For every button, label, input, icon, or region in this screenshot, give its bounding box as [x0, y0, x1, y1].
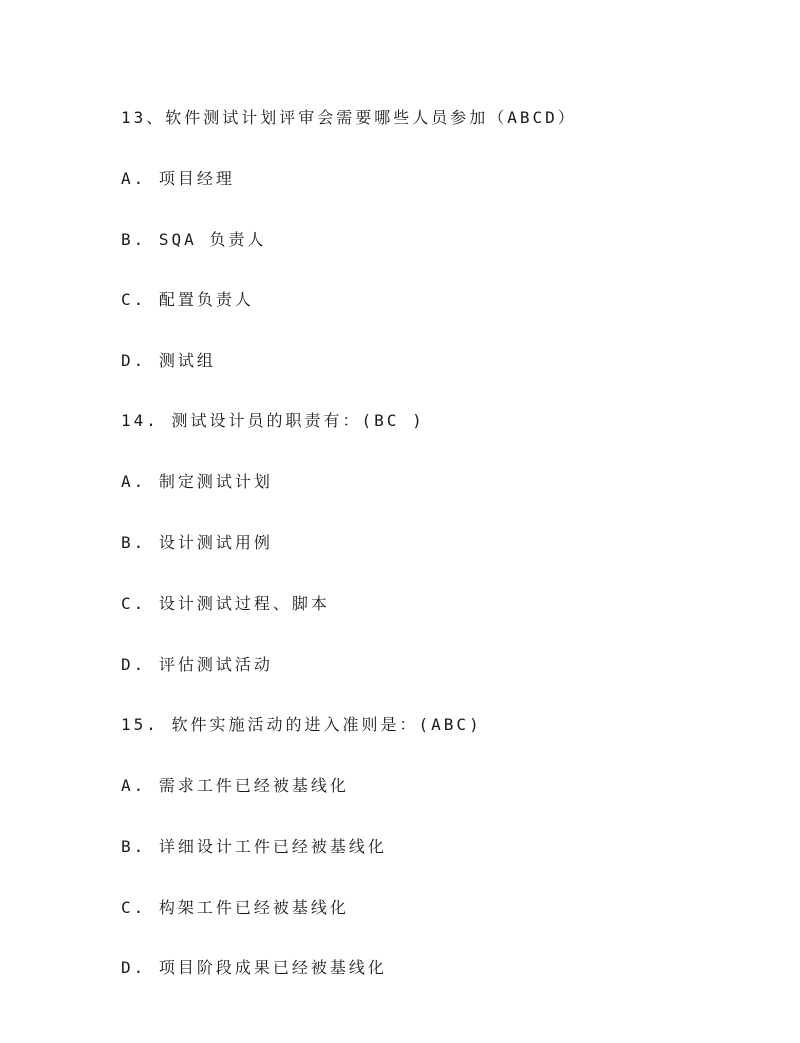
question-13-option-d: D. 测试组: [121, 351, 216, 370]
question-15-text: 15. 软件实施活动的进入准则是：(ABC): [121, 715, 482, 734]
question-13-option-c: C. 配置负责人: [121, 290, 254, 309]
question-14-option-d: D. 评估测试活动: [121, 655, 273, 674]
question-15-option-b: B. 详细设计工件已经被基线化: [121, 837, 387, 856]
question-15-option-d: D. 项目阶段成果已经被基线化: [121, 958, 387, 977]
question-15-option-a: A. 需求工件已经被基线化: [121, 776, 349, 795]
question-14-option-b: B. 设计测试用例: [121, 533, 273, 552]
question-13-text: 13、软件测试计划评审会需要哪些人员参加（ABCD）: [121, 108, 577, 127]
question-14-option-a: A. 制定测试计划: [121, 472, 273, 491]
question-13-option-a: A. 项目经理: [121, 169, 235, 188]
question-14-text: 14. 测试设计员的职责有：(BC ): [121, 411, 425, 430]
question-13-option-b: B. SQA 负责人: [121, 230, 267, 249]
question-14-option-c: C. 设计测试过程、脚本: [121, 594, 330, 613]
question-15-option-c: C. 构架工件已经被基线化: [121, 898, 349, 917]
